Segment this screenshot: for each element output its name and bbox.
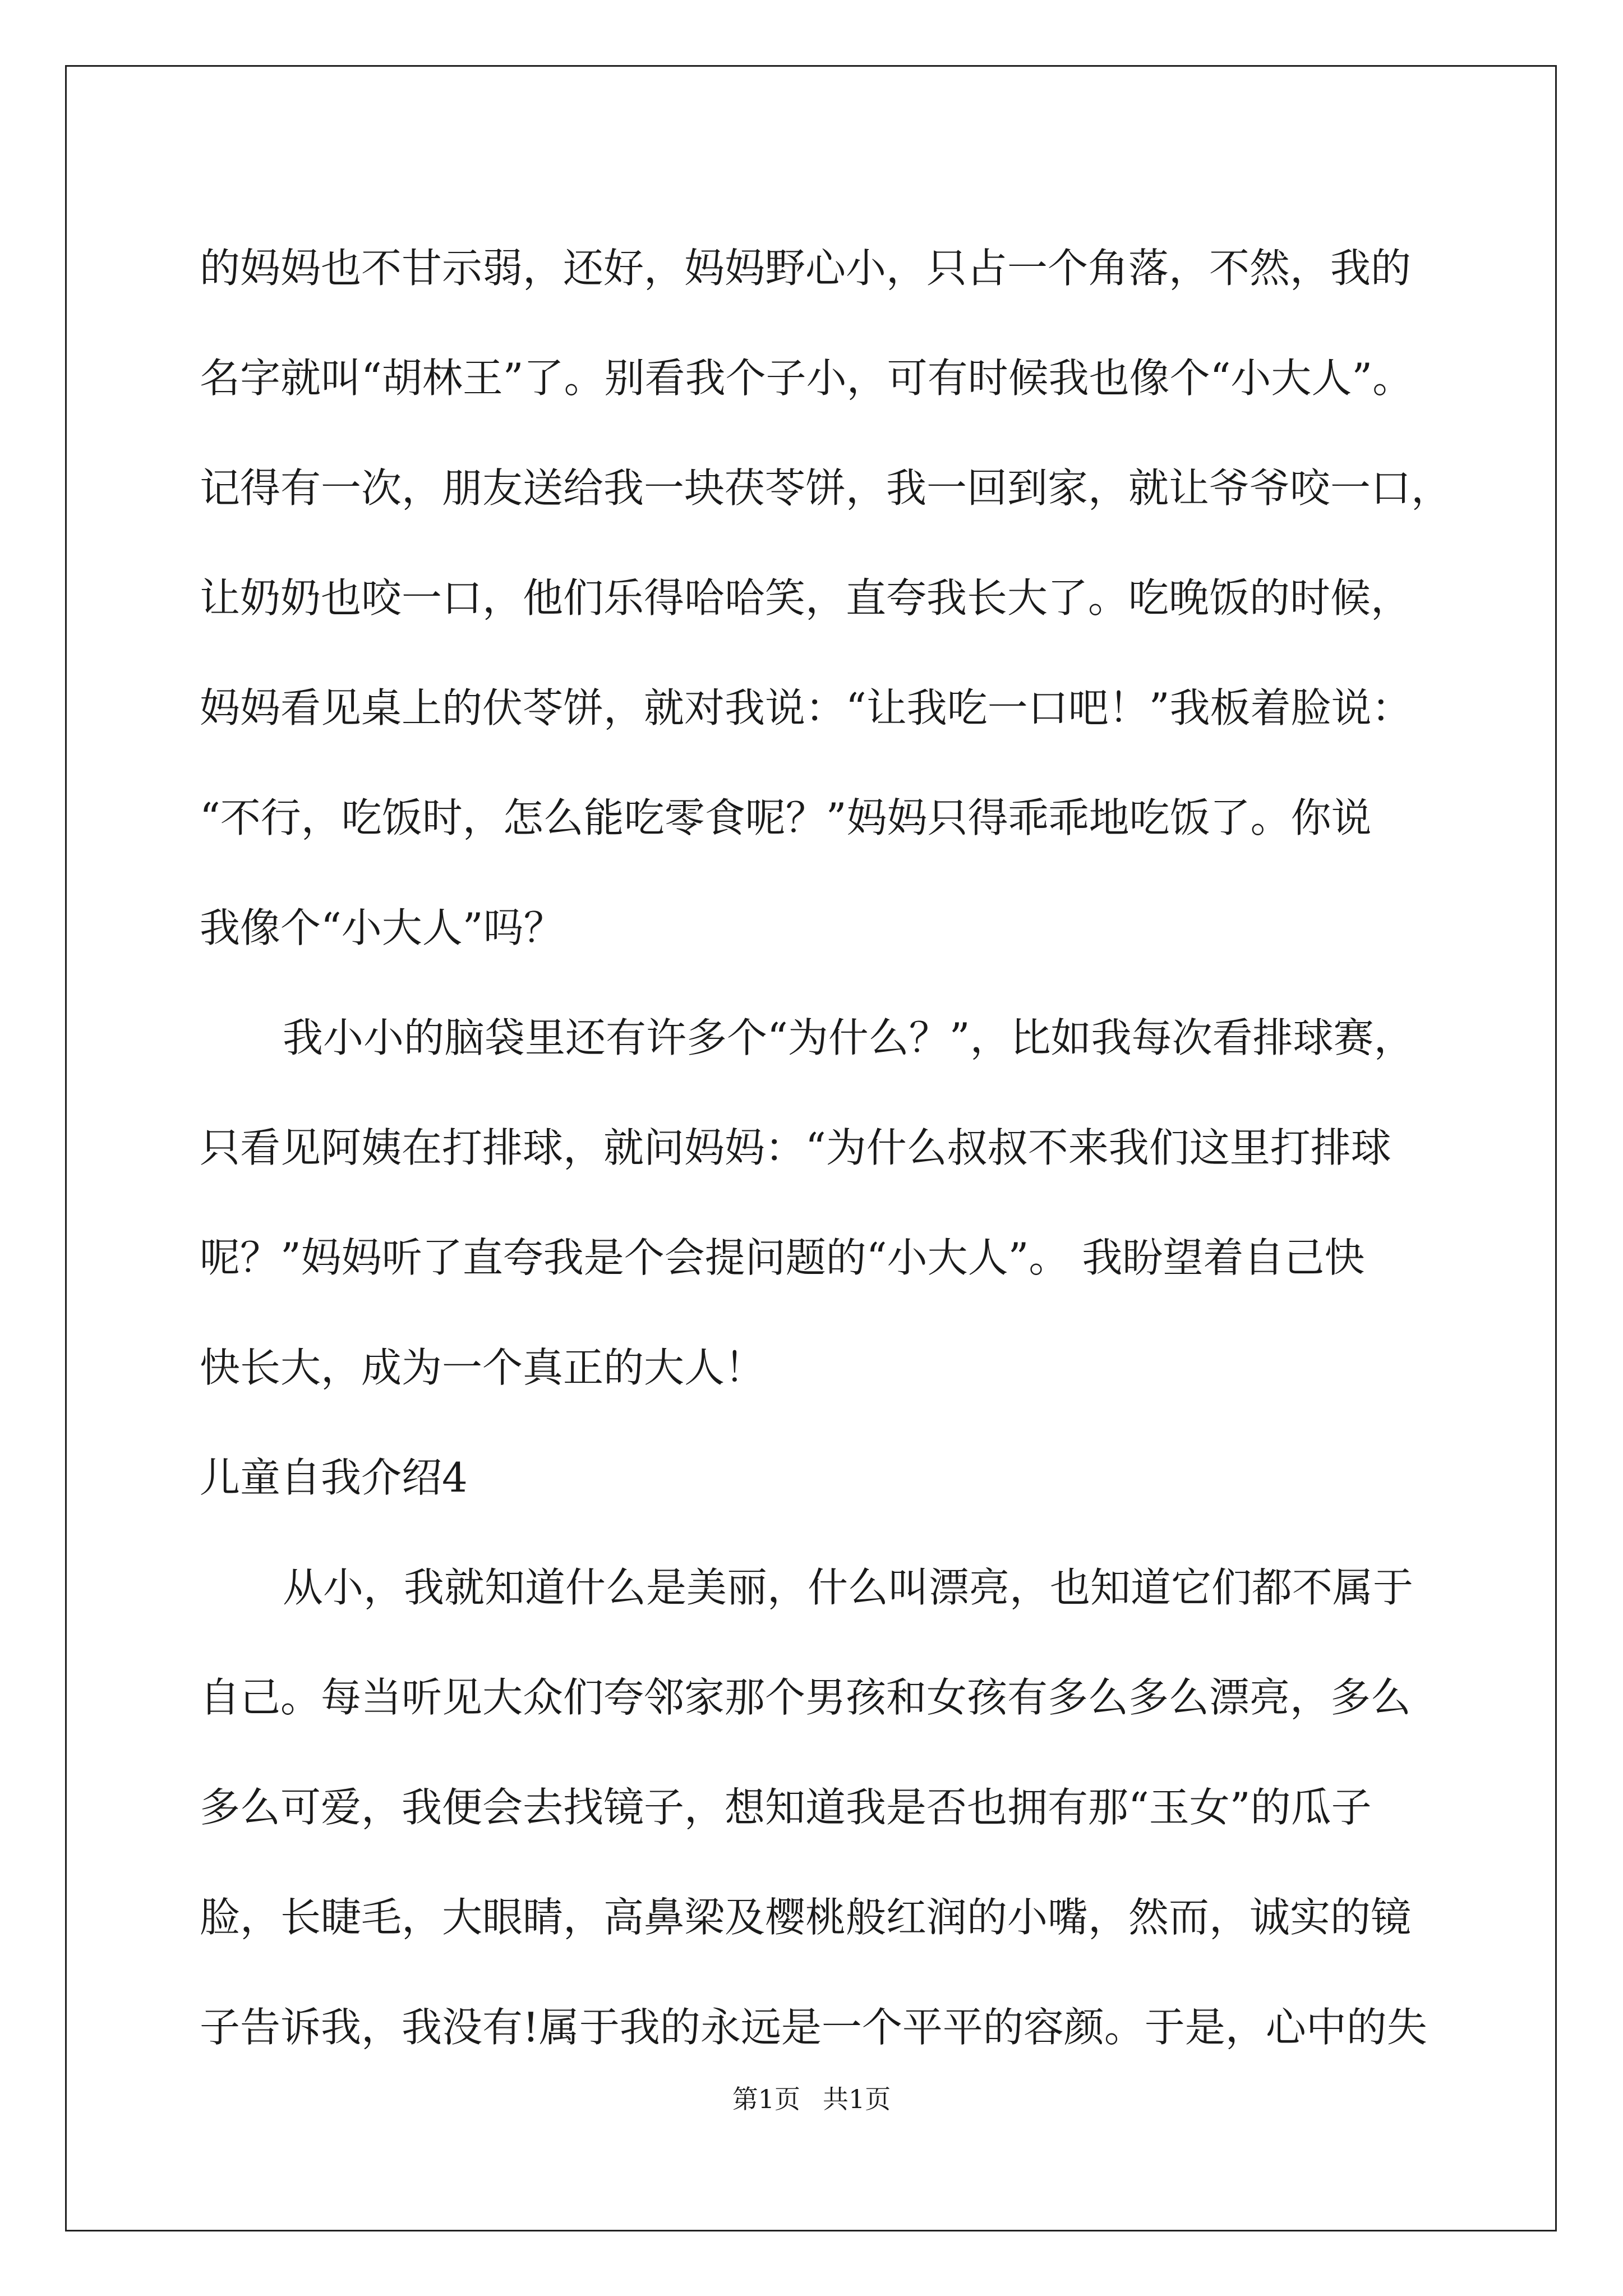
section-heading: 儿童自我介绍4: [200, 1454, 468, 1501]
text-line: 我像个“小大人”吗？: [200, 904, 564, 951]
page-number-total: 共1页: [823, 2084, 891, 2114]
text-line: 妈妈看见桌上的伏苓饼，就对我说：“让我吃一口吧！”我板着脸说：: [200, 684, 1412, 731]
text-line: 子告诉我，我没有!属于我的永远是一个平平的容颜。于是，心中的失: [200, 2004, 1427, 2051]
text-line: 只看见阿姨在打排球，就问妈妈：“为什么叔叔不来我们这里打排球: [200, 1124, 1391, 1171]
text-line: 名字就叫“胡林王”了。别看我个子小，可有时候我也像个“小大人”。: [200, 355, 1413, 402]
text-line: 呢？”妈妈听了直夸我是个会提问题的“小大人”。 我盼望着自己快: [200, 1234, 1365, 1281]
page-footer: [0, 2082, 1623, 2116]
text-line: 我小小的脑袋里还有许多个“为什么？”，比如我每次看排球赛，: [283, 1014, 1414, 1061]
text-line: 多么可爱，我便会去找镜子，想知道我是否也拥有那“玉女”的瓜子: [200, 1784, 1372, 1831]
text-line: 脸，长睫毛，大眼睛，高鼻梁及樱桃般红润的小嘴，然而，诚实的镜: [200, 1894, 1412, 1941]
text-line: “不行，吃饭时，怎么能吃零食呢？”妈妈只得乖乖地吃饭了。你说: [200, 794, 1372, 841]
page-number-current: 第1页: [732, 2084, 800, 2114]
text-line: 从小，我就知道什么是美丽，什么叫漂亮，也知道它们都不属于: [283, 1564, 1414, 1611]
document-body: [200, 213, 1490, 2082]
text-line: 让奶奶也咬一口，他们乐得哈哈笑，直夸我长大了。吃晚饭的时候，: [200, 574, 1412, 622]
text-line: 的妈妈也不甘示弱，还好，妈妈野心小，只占一个角落，不然，我的: [200, 245, 1412, 292]
text-line: 记得有一次，朋友送给我一块茯苓饼，我一回到家，就让爷爷咬一口，: [200, 464, 1452, 512]
text-line: 自己。每当听见大众们夸邻家那个男孩和女孩有多么多么漂亮，多么: [200, 1674, 1412, 1721]
text-line: 快长大，成为一个真正的大人！: [200, 1344, 766, 1391]
